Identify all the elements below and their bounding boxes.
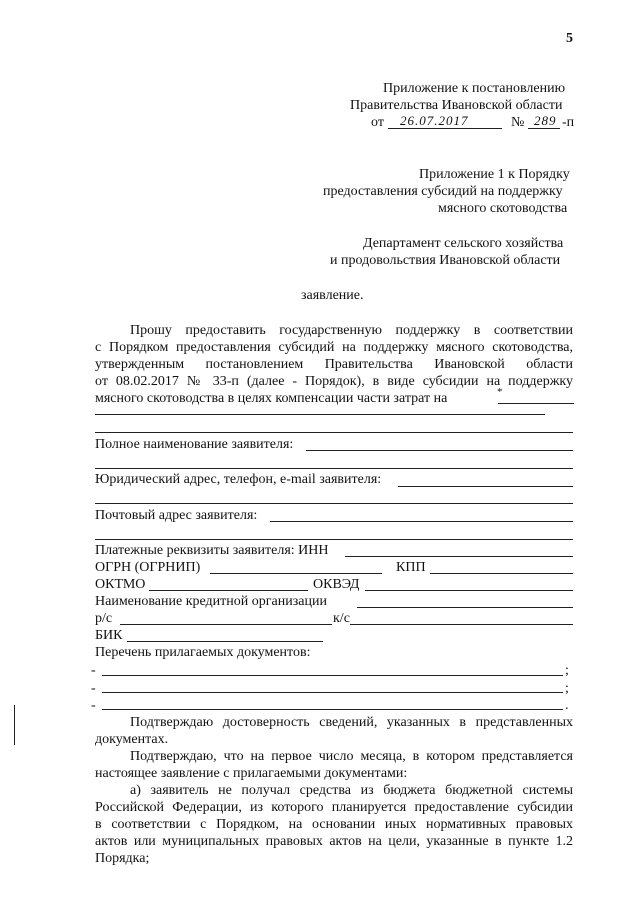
kpp-label: КПП <box>396 560 426 575</box>
full-name-label: Полное наименование заявителя: <box>95 437 294 452</box>
legal-address-field[interactable] <box>398 486 573 487</box>
purpose-blank-3[interactable] <box>95 432 573 433</box>
appendix2-line-1: Приложение 1 к Порядку <box>419 167 570 182</box>
doc-period: . <box>565 698 569 713</box>
footnote-asterisk: * <box>497 386 503 398</box>
intro-line-4: от 08.02.2017 № 33-п (далее - Порядок), в виде субсидии на поддержку <box>95 374 573 389</box>
oktmo-label: ОКТМО <box>95 577 146 592</box>
oktmo-field[interactable] <box>149 590 308 591</box>
recipient-line-2: и продовольствия Ивановской области <box>330 253 561 268</box>
recipient-line-1: Департамент сельского хозяйства <box>363 236 564 251</box>
legal-address-field-2[interactable] <box>95 503 573 504</box>
purpose-blank-2[interactable] <box>95 414 545 415</box>
doc-semicolon-2: ; <box>565 681 569 696</box>
okved-label: ОКВЭД <box>313 577 360 592</box>
doc-field-3[interactable] <box>102 709 563 710</box>
item-a-line-5: Порядка; <box>95 851 150 866</box>
rs-field[interactable] <box>120 624 332 625</box>
item-a-line-4: актов или муниципальных правовых актов на цели, указанные в пункте 1.2 <box>95 834 573 849</box>
date-prefix: от <box>371 115 384 130</box>
ks-label: к/с <box>333 611 350 626</box>
full-name-field-2[interactable] <box>95 468 573 469</box>
item-a-line-2: Российской Федерации, из которого планируется предоставление субсидии <box>95 800 573 815</box>
number-suffix: -п <box>562 115 575 130</box>
intro-line-2: с Порядком предоставления субсидий на поддержку мясного скотоводства, <box>95 340 573 355</box>
number-prefix: № <box>511 115 525 130</box>
ogrn-label: ОГРН (ОГРНИП) <box>95 560 201 575</box>
confirm2-line-1: Подтверждаю, что на первое число месяца, в котором представляется <box>130 749 573 764</box>
item-a-line-3: в соответствии с Порядком, на основании иных нормативных правовых <box>95 817 573 832</box>
intro-line-3: утвержденным постановлением Правительства Ивановской области <box>95 357 573 372</box>
docs-label: Перечень прилагаемых документов: <box>95 645 311 660</box>
bik-field[interactable] <box>127 641 323 642</box>
appendix-line-2: Правительства Ивановской области <box>350 98 563 113</box>
appendix2-line-2: предоставления субсидий на поддержку <box>323 184 563 199</box>
item-a-line-1: а) заявитель не получал средства из бюджета бюджетной системы <box>130 783 573 798</box>
doc-dash-1: - <box>91 663 96 678</box>
legal-address-label: Юридический адрес, телефон, e-mail заявителя: <box>95 472 382 487</box>
appendix2-line-3: мясного скотоводства <box>438 201 568 216</box>
date-underline <box>388 128 502 129</box>
bank-name-field[interactable] <box>357 607 573 608</box>
postal-address-field-2[interactable] <box>95 539 573 540</box>
appendix-line-1: Приложение к постановлению <box>383 81 566 96</box>
rs-label: р/с <box>95 611 113 626</box>
ks-field[interactable] <box>350 624 573 625</box>
doc-dash-2: - <box>91 681 96 696</box>
intro-line-5: мясного скотоводства в целях компенсации части затрат на <box>95 391 448 406</box>
margin-mark <box>14 705 15 745</box>
purpose-blank-1[interactable] <box>498 403 574 404</box>
confirm2-line-2: настоящее заявление с прилагаемыми документами: <box>95 766 408 781</box>
intro-line-1: Прошу предоставить государственную поддержку в соответствии <box>130 323 573 338</box>
page-number: 5 <box>566 31 573 46</box>
number-handwritten: 289 <box>534 113 557 128</box>
number-underline <box>528 128 560 129</box>
ogrn-field[interactable] <box>210 573 382 574</box>
doc-field-1[interactable] <box>102 675 563 676</box>
date-handwritten: 26.07.2017 <box>400 113 469 128</box>
okved-field[interactable] <box>365 590 573 591</box>
postal-address-label: Почтовый адрес заявителя: <box>95 508 258 523</box>
kpp-field[interactable] <box>430 573 573 574</box>
inn-field[interactable] <box>345 556 573 557</box>
document-title: заявление. <box>301 288 364 303</box>
doc-dash-3: - <box>91 698 96 713</box>
bik-label: БИК <box>95 628 123 643</box>
confirm1-line-2: документах. <box>95 732 169 747</box>
doc-semicolon-1: ; <box>565 663 569 678</box>
postal-address-field[interactable] <box>270 521 573 522</box>
confirm1-line-1: Подтверждаю достоверность сведений, указанных в представленных <box>130 715 573 730</box>
bank-name-label: Наименование кредитной организации <box>95 594 327 609</box>
doc-field-2[interactable] <box>102 692 563 693</box>
payment-inn-label: Платежные реквизиты заявителя: ИНН <box>95 543 329 558</box>
full-name-field[interactable] <box>306 450 573 451</box>
